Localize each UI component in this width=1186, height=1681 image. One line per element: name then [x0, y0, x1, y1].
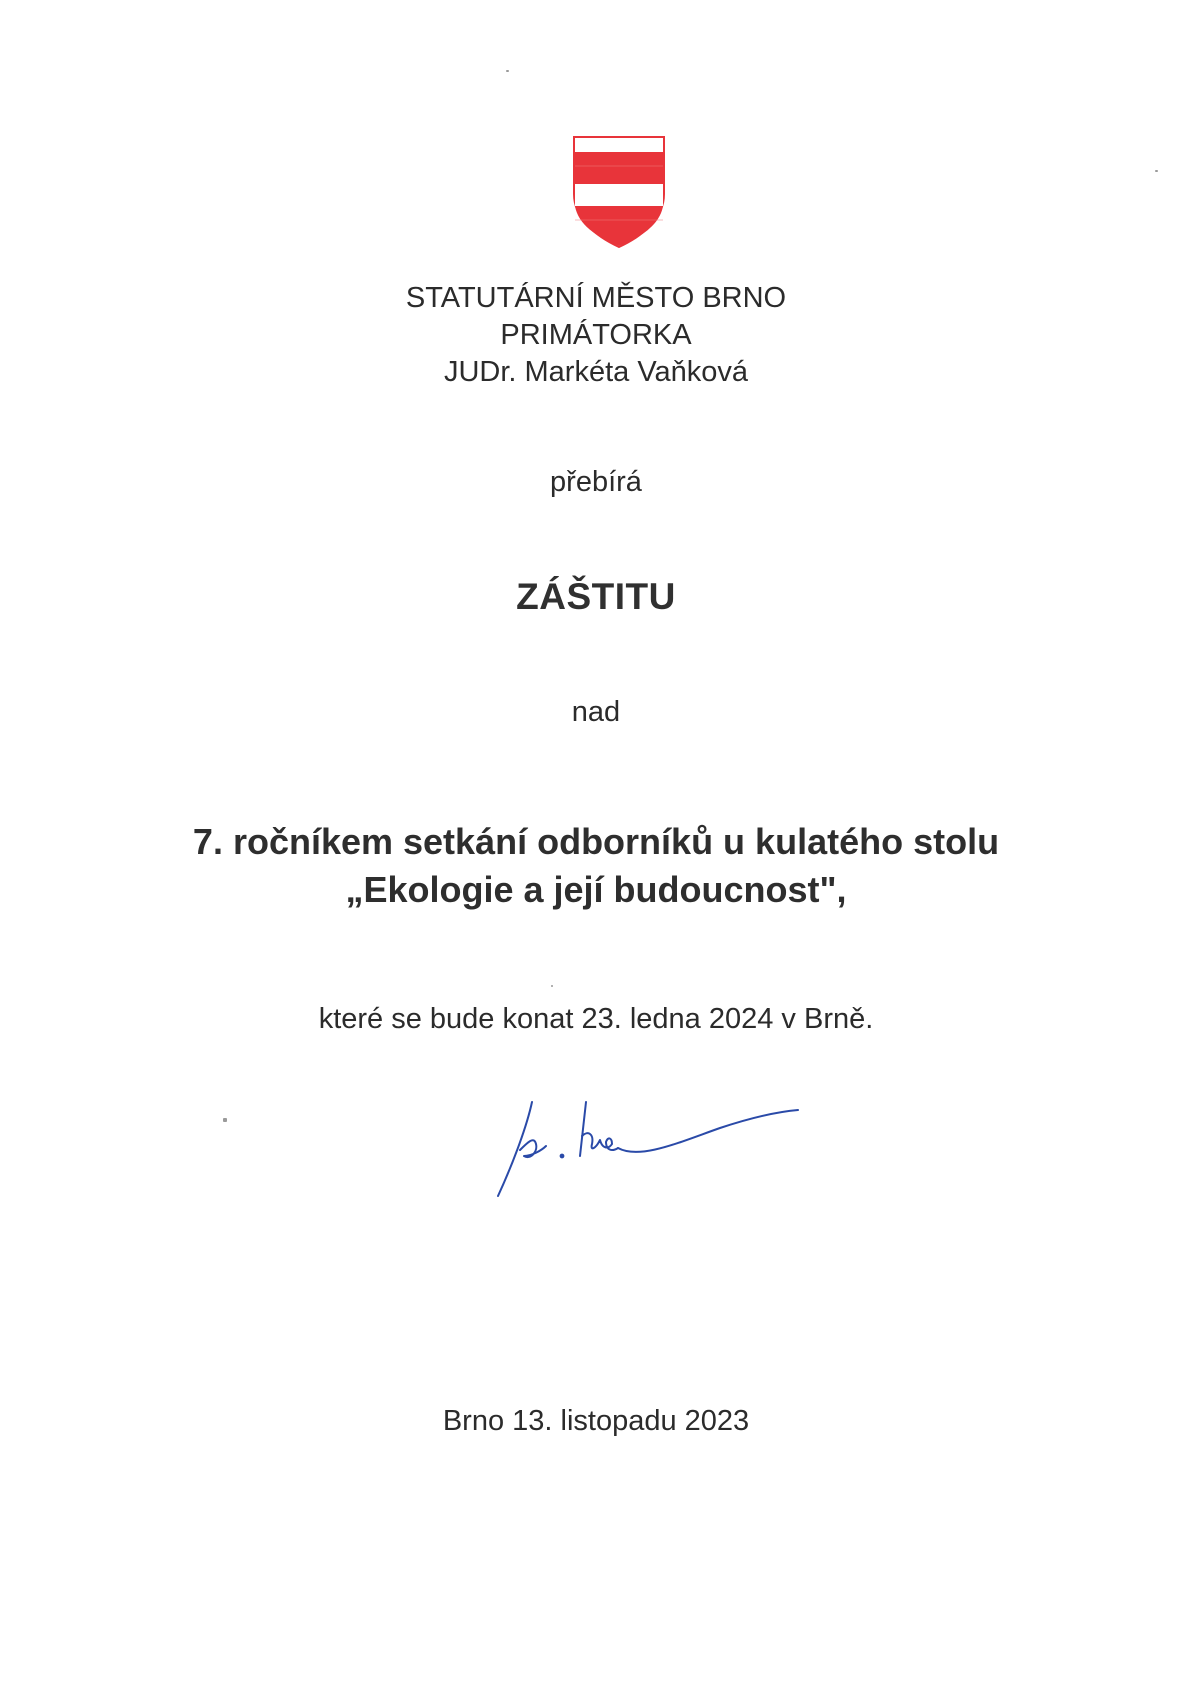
over-text: nad [571, 696, 621, 728]
event-date-text: které se bude konat 23. ledna 2024 v Brně. [318, 1003, 874, 1035]
scan-speck [223, 1118, 227, 1122]
event-title-line-2: „Ekologie a její budoucnost", [345, 869, 847, 910]
event-title [3, 818, 1186, 914]
event-title-line-1: 7. ročníkem setkání odborníků u kulatého stolu [192, 821, 1000, 862]
takes-over-text: přebírá [550, 466, 642, 498]
handwritten-signature-icon [490, 1090, 800, 1200]
issuer-city: STATUTÁRNÍ MĚSTO BRNO [405, 282, 787, 314]
patronage-heading: ZÁŠTITU [516, 576, 676, 617]
brno-coat-of-arms-icon [573, 136, 665, 248]
place-and-date: Brno 13. listopadu 2023 [442, 1405, 750, 1437]
scan-speck [1155, 170, 1158, 172]
scan-speck [551, 985, 553, 987]
scan-speck [506, 70, 509, 72]
issuer-name: JUDr. Markéta Vaňková [443, 356, 749, 388]
issuer-office: PRIMÁTORKA [500, 319, 692, 351]
issuer-header [3, 280, 1186, 391]
